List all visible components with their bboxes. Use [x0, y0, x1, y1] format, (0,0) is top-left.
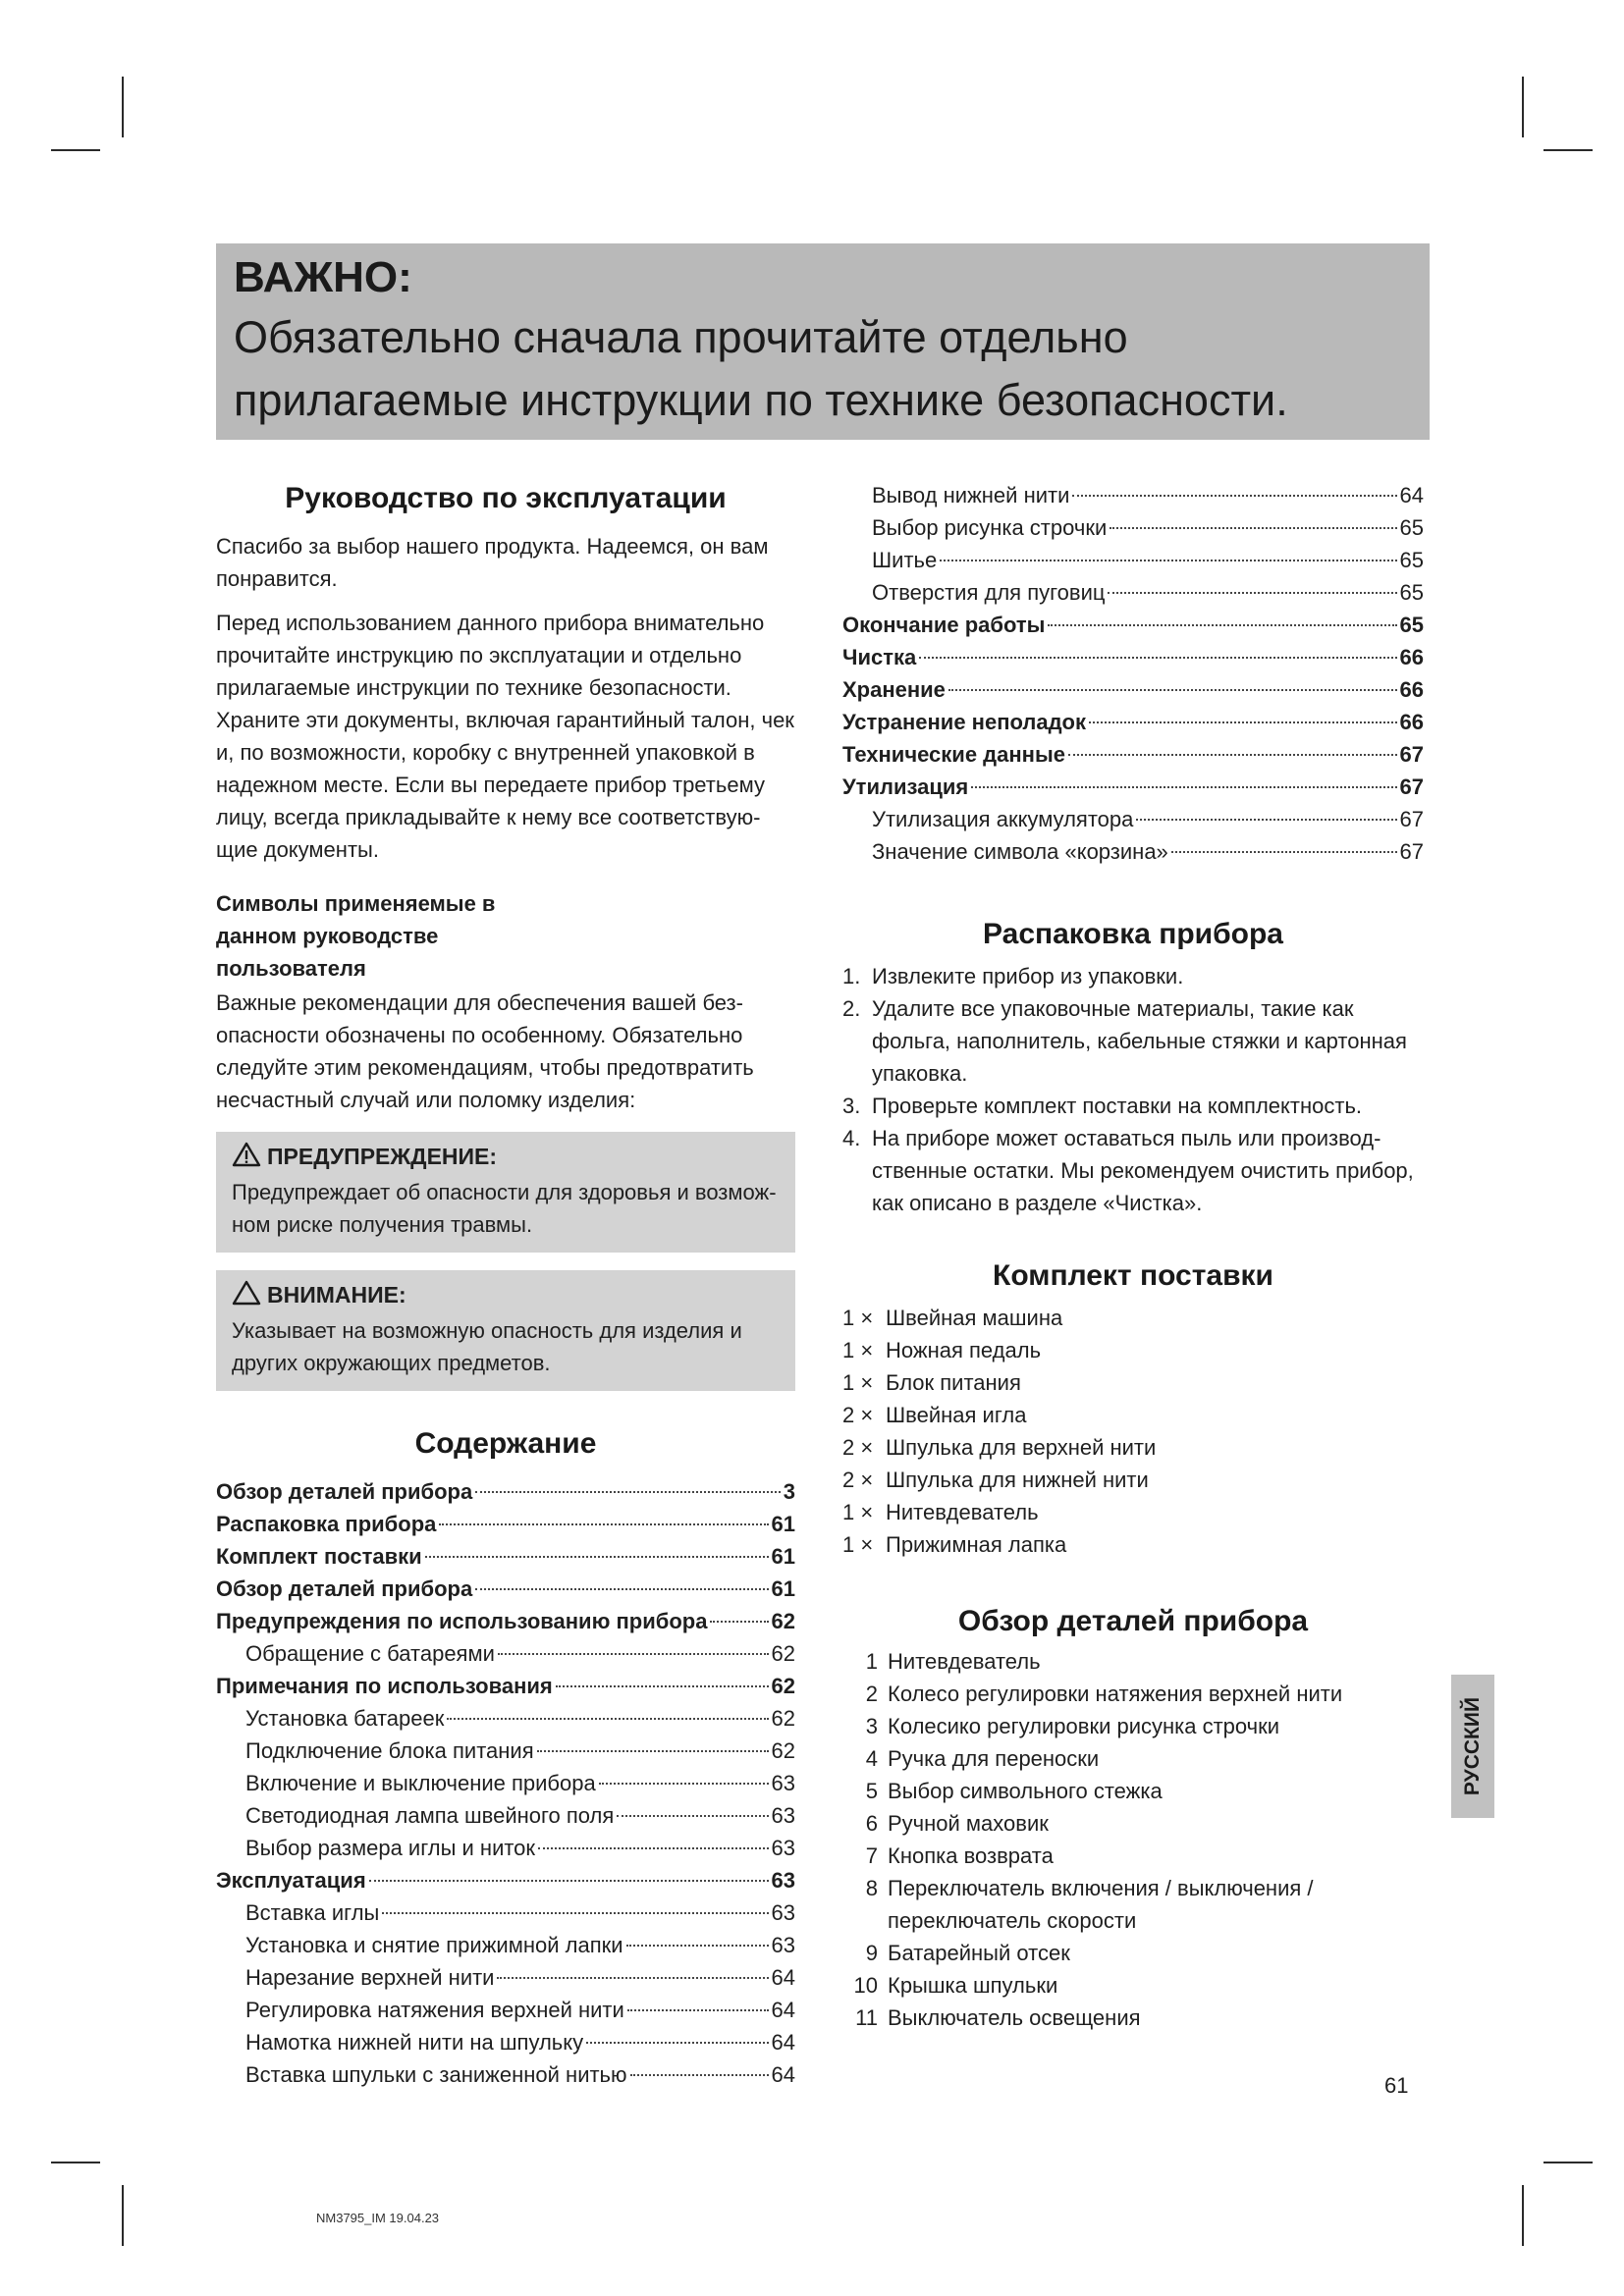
toc-entry [842, 544, 1424, 576]
warning-triangle-icon [232, 1142, 261, 1176]
part-number: 3 [865, 1714, 878, 1738]
toc-entry [216, 1929, 795, 1961]
toc-dot-leader [425, 1556, 769, 1558]
toc-entry-label: Чистка [842, 645, 917, 669]
step-number: 1. [842, 964, 861, 988]
language-tab [1451, 1675, 1494, 1818]
toc-dot-leader [538, 1847, 768, 1849]
toc-entry-page: 67 [1399, 774, 1424, 799]
part-name: Колесико регулировки рисунка строчки [888, 1714, 1280, 1738]
toc-entry-page: 63 [771, 1900, 795, 1925]
toc-entry-label: Выбор рисунка строчки [872, 515, 1108, 540]
delivery-item [842, 1464, 1424, 1496]
toc-dot-leader [1110, 527, 1396, 529]
delivery-name: Нитевдеватель [886, 1500, 1039, 1524]
delivery-name: Ножная педаль [886, 1338, 1042, 1362]
toc-entry-label: Вставка иглы [245, 1900, 380, 1925]
delivery-qty: 2 × [842, 1468, 874, 1492]
toc-dot-leader [1048, 624, 1396, 626]
toc-entry-label: Эксплуатация [216, 1868, 366, 1893]
toc-entry-label: Обзор деталей прибора [216, 1576, 473, 1601]
toc-dot-leader [475, 1588, 768, 1590]
part-number: 2 [865, 1682, 878, 1706]
toc-entry-label: Намотка нижней нити на шпульку [245, 2030, 584, 2055]
part-item [842, 2002, 1424, 2034]
toc-entry-page: 63 [771, 1868, 795, 1893]
toc-entry-label: Окончание работы [842, 613, 1046, 637]
part-item [842, 1678, 1424, 1710]
caution-triangle-icon [232, 1280, 261, 1314]
part-item [842, 1937, 1424, 1969]
language-tab-label: РУССКИЙ [1461, 1696, 1485, 1796]
toc-entry [842, 609, 1424, 641]
toc-dot-leader [630, 2074, 769, 2076]
warning-box [216, 1132, 795, 1253]
toc-dot-leader [599, 1783, 769, 1785]
toc-entry-label: Включение и выключение прибора [245, 1771, 596, 1795]
toc-entry-page: 64 [771, 1965, 795, 1990]
toc-dot-leader [948, 689, 1397, 691]
toc-entry [216, 1994, 795, 2026]
toc-entry-page: 62 [771, 1738, 795, 1763]
step-text: Проверьте комплект поставки на комплектность. [872, 1094, 1363, 1118]
toc-dot-leader [475, 1491, 781, 1493]
part-item [842, 1775, 1424, 1807]
crop-mark [1522, 2185, 1524, 2246]
symbols-heading: Символы применяемые в данном руководстве пользователя [216, 891, 496, 981]
toc-entry-page: 65 [1399, 515, 1424, 540]
crop-mark [1543, 2162, 1593, 2163]
toc-entry [216, 1670, 795, 1702]
toc-entry [216, 1702, 795, 1735]
toc-dot-leader [617, 1815, 768, 1817]
toc-entry [842, 835, 1424, 868]
toc-entry-label: Светодиодная лампа швейного поля [245, 1803, 615, 1828]
unpacking-step [842, 960, 1424, 992]
toc-entry [842, 706, 1424, 738]
toc-entry-label: Распаковка прибора [216, 1512, 437, 1536]
toc-dot-leader [1171, 851, 1397, 853]
toc-entry-page: 3 [783, 1479, 795, 1504]
toc-dot-leader [497, 1977, 768, 1979]
important-text: Обязательно сначала прочитайте отдельно прилагаемые инструкции по технике безопасности. [234, 312, 1288, 425]
toc-entry [216, 1573, 795, 1605]
delivery-heading: Комплект поставки [993, 1259, 1273, 1292]
toc-entry [842, 771, 1424, 803]
step-text: Удалите все упаковочные материалы, такие как фольга, наполнитель, кабельные стяжки и картонная упаковка. [872, 996, 1407, 1086]
toc-dot-leader [382, 1912, 768, 1914]
step-number: 3. [842, 1094, 861, 1118]
delivery-name: Швейная игла [886, 1403, 1027, 1427]
part-number: 10 [853, 1973, 878, 1998]
warning-text: Предупреждает об опасности для здоровья и возмож-ном риске получения травмы. [232, 1180, 777, 1237]
toc-entry [216, 1832, 795, 1864]
toc-entry [216, 1605, 795, 1637]
delivery-qty: 1 × [842, 1306, 874, 1330]
toc-dot-leader [1089, 721, 1397, 723]
part-item [842, 1840, 1424, 1872]
toc-entry [842, 803, 1424, 835]
symbols-text: Важные рекомендации для обеспечения вашей без-опасности обозначены по особенному. Обязательно следуйте этим рекомендациям, чтобы предотвратить несчастный случай или поломку изделия: [216, 990, 754, 1112]
toc-entry-page: 65 [1399, 613, 1424, 637]
part-name: Выбор символьного стежка [888, 1779, 1163, 1803]
toc-entry-label: Утилизация аккумулятора [872, 807, 1134, 831]
manual-instructions: Перед использованием данного прибора внимательно прочитайте инструкцию по эксплуатации и отдельно прилагаемые инструкции по технике безопасности. Храните эти документы, включая гарантийный талон, чек и, по возможности, коробку с внутренней упаковкой в надежном месте. Если вы передаете прибор третьему лицу, всегда прикладывайте к нему все соответствую-щие документы. [216, 611, 794, 862]
toc-entry-label: Подключение блока питания [245, 1738, 534, 1763]
step-text: На приборе может оставаться пыль или производ-ственные остатки. Мы рекомендуем очистить прибор, как описано в разделе «Чистка». [872, 1126, 1414, 1215]
toc-entry-label: Примечания по использования [216, 1674, 553, 1698]
delivery-item [842, 1528, 1424, 1561]
delivery-name: Швейная машина [886, 1306, 1063, 1330]
delivery-name: Блок питания [886, 1370, 1021, 1395]
toc-entry [842, 738, 1424, 771]
toc-entry [842, 576, 1424, 609]
toc-entry [842, 511, 1424, 544]
toc-entry-page: 64 [771, 2030, 795, 2055]
toc-entry-label: Вывод нижней нити [872, 483, 1070, 507]
contents-list [216, 1475, 795, 2091]
right-column [842, 479, 1424, 2034]
toc-dot-leader [626, 1945, 769, 1947]
crop-mark [1543, 149, 1593, 151]
toc-entry-page: 62 [771, 1609, 795, 1633]
toc-dot-leader [919, 657, 1396, 659]
delivery-name: Шпулька для нижней нити [886, 1468, 1149, 1492]
toc-entry-page: 63 [771, 1803, 795, 1828]
toc-entry [216, 1896, 795, 1929]
toc-entry [842, 641, 1424, 673]
caution-text: Указывает на возможную опасность для изделия и других окружающих предметов. [232, 1318, 742, 1375]
toc-entry-page: 63 [771, 1933, 795, 1957]
toc-entry-page: 67 [1399, 839, 1424, 864]
toc-dot-leader [1108, 592, 1396, 594]
part-name: Батарейный отсек [888, 1941, 1070, 1965]
toc-entry-page: 62 [771, 1641, 795, 1666]
toc-dot-leader [556, 1685, 769, 1687]
toc-entry-label: Обращение с батареями [245, 1641, 495, 1666]
toc-entry-page: 67 [1399, 807, 1424, 831]
toc-entry-page: 65 [1399, 580, 1424, 605]
left-column [216, 479, 795, 2091]
contents-heading: Содержание [414, 1427, 597, 1460]
toc-entry-page: 62 [771, 1706, 795, 1731]
toc-dot-leader [940, 560, 1396, 561]
unpacking-step [842, 992, 1424, 1090]
step-number: 2. [842, 996, 861, 1021]
crop-mark [1522, 77, 1524, 137]
manual-heading: Руководство по эксплуатации [285, 482, 727, 514]
toc-entry-label: Регулировка натяжения верхней нити [245, 1998, 624, 2022]
toc-entry-label: Технические данные [842, 742, 1065, 767]
part-item [842, 1872, 1424, 1937]
toc-entry [216, 1799, 795, 1832]
part-name: Крышка шпульки [888, 1973, 1058, 1998]
toc-dot-leader [537, 1750, 769, 1752]
toc-entry [216, 2058, 795, 2091]
delivery-qty: 2 × [842, 1403, 874, 1427]
toc-entry-label: Выбор размера иглы и ниток [245, 1836, 536, 1860]
part-name: Колесо регулировки натяжения верхней нити [888, 1682, 1343, 1706]
toc-entry-label: Устранение неполадок [842, 710, 1086, 734]
toc-entry-label: Значение символа «корзина» [872, 839, 1168, 864]
part-name: Ручной маховик [888, 1811, 1049, 1836]
toc-entry-page: 61 [771, 1512, 795, 1536]
toc-entry-page: 64 [1399, 483, 1424, 507]
toc-entry-label: Предупреждения по использованию прибора [216, 1609, 708, 1633]
toc-entry [216, 1475, 795, 1508]
step-text: Извлеките прибор из упаковки. [872, 964, 1184, 988]
part-item [842, 1969, 1424, 2002]
part-name: Кнопка возврата [888, 1843, 1054, 1868]
delivery-name: Прижимная лапка [886, 1532, 1067, 1557]
toc-dot-leader [971, 786, 1396, 788]
delivery-item [842, 1302, 1424, 1334]
crop-mark [122, 77, 124, 137]
delivery-qty: 1 × [842, 1532, 874, 1557]
manual-intro: Спасибо за выбор нашего продукта. Надеемся, он вам понравится. [216, 534, 769, 591]
toc-entry-page: 64 [771, 2062, 795, 2087]
part-name: Ручка для переноски [888, 1746, 1100, 1771]
toc-entry [216, 1540, 795, 1573]
unpacking-step [842, 1122, 1424, 1219]
page-number: 61 [1384, 2073, 1409, 2098]
delivery-item [842, 1399, 1424, 1431]
important-banner [216, 243, 1430, 440]
toc-entry-label: Нарезание верхней нити [245, 1965, 495, 1990]
toc-dot-leader [498, 1653, 769, 1655]
toc-entry [842, 673, 1424, 706]
part-number: 8 [865, 1876, 878, 1900]
part-number: 6 [865, 1811, 878, 1836]
part-name: Выключатель освещения [888, 2005, 1141, 2030]
toc-entry-label: Установка и снятие прижимной лапки [245, 1933, 623, 1957]
toc-dot-leader [627, 2009, 769, 2011]
toc-dot-leader [447, 1718, 768, 1720]
important-title: ВАЖНО: [234, 253, 412, 301]
part-number: 1 [865, 1649, 878, 1674]
unpacking-step [842, 1090, 1424, 1122]
part-item [842, 1710, 1424, 1742]
toc-entry-page: 65 [1399, 548, 1424, 572]
toc-entry-label: Установка батареек [245, 1706, 445, 1731]
caution-title: ВНИМАНИЕ: [267, 1282, 406, 1308]
toc-entry-page: 66 [1399, 677, 1424, 702]
toc-entry [216, 2026, 795, 2058]
toc-dot-leader [586, 2042, 768, 2044]
toc-entry [216, 1961, 795, 1994]
unpacking-heading: Распаковка прибора [983, 918, 1283, 950]
part-number: 9 [865, 1941, 878, 1965]
unpacking-steps [842, 960, 1424, 1219]
toc-entry-page: 67 [1399, 742, 1424, 767]
delivery-item [842, 1431, 1424, 1464]
toc-entry-label: Хранение [842, 677, 946, 702]
toc-entry-page: 63 [771, 1836, 795, 1860]
toc-entry-label: Обзор деталей прибора [216, 1479, 473, 1504]
step-number: 4. [842, 1126, 861, 1150]
toc-entry-page: 66 [1399, 710, 1424, 734]
toc-entry-page: 61 [771, 1544, 795, 1569]
toc-dot-leader [369, 1880, 769, 1882]
toc-dot-leader [710, 1621, 768, 1623]
toc-entry-label: Комплект поставки [216, 1544, 422, 1569]
part-number: 11 [855, 2005, 878, 2030]
part-item [842, 1645, 1424, 1678]
toc-entry-label: Шитье [872, 548, 938, 572]
part-name: Переключатель включения / выключения / переключатель скорости [888, 1876, 1314, 1933]
toc-entry-label: Отверстия для пуговиц [872, 580, 1106, 605]
toc-entry-label: Утилизация [842, 774, 969, 799]
toc-entry-page: 63 [771, 1771, 795, 1795]
part-name: Нитевдеватель [888, 1649, 1041, 1674]
delivery-item [842, 1496, 1424, 1528]
parts-list [842, 1645, 1424, 2034]
footer-code: NM3795_IM 19.04.23 [316, 2211, 440, 2225]
part-item [842, 1742, 1424, 1775]
delivery-item [842, 1334, 1424, 1366]
caution-box [216, 1270, 795, 1391]
parts-heading: Обзор деталей прибора [957, 1605, 1309, 1637]
toc-entry [216, 1735, 795, 1767]
toc-dot-leader [439, 1523, 768, 1525]
warning-title-row [232, 1140, 780, 1176]
toc-entry [842, 479, 1424, 511]
part-number: 7 [865, 1843, 878, 1868]
delivery-item [842, 1366, 1424, 1399]
part-number: 5 [865, 1779, 878, 1803]
delivery-name: Шпулька для верхней нити [886, 1435, 1157, 1460]
toc-entry-page: 64 [771, 1998, 795, 2022]
delivery-qty: 1 × [842, 1338, 874, 1362]
toc-entry-label: Вставка шпульки с заниженной нитью [245, 2062, 627, 2087]
toc-entry-page: 62 [771, 1674, 795, 1698]
delivery-qty: 1 × [842, 1370, 874, 1395]
warning-title: ПРЕДУПРЕЖДЕНИЕ: [267, 1144, 498, 1169]
toc-entry [216, 1637, 795, 1670]
toc-entry-page: 61 [771, 1576, 795, 1601]
toc-dot-leader [1072, 495, 1396, 497]
toc-dot-leader [1068, 754, 1397, 756]
crop-mark [51, 2162, 100, 2163]
contents-list-continued [842, 479, 1424, 868]
caution-title-row [232, 1278, 780, 1314]
part-number: 4 [865, 1746, 878, 1771]
toc-entry [216, 1508, 795, 1540]
toc-dot-leader [1136, 819, 1396, 821]
delivery-list [842, 1302, 1424, 1561]
crop-mark [122, 2185, 124, 2246]
part-item [842, 1807, 1424, 1840]
toc-entry [216, 1767, 795, 1799]
toc-entry [216, 1864, 795, 1896]
crop-mark [51, 149, 100, 151]
delivery-qty: 2 × [842, 1435, 874, 1460]
delivery-qty: 1 × [842, 1500, 874, 1524]
toc-entry-page: 66 [1399, 645, 1424, 669]
